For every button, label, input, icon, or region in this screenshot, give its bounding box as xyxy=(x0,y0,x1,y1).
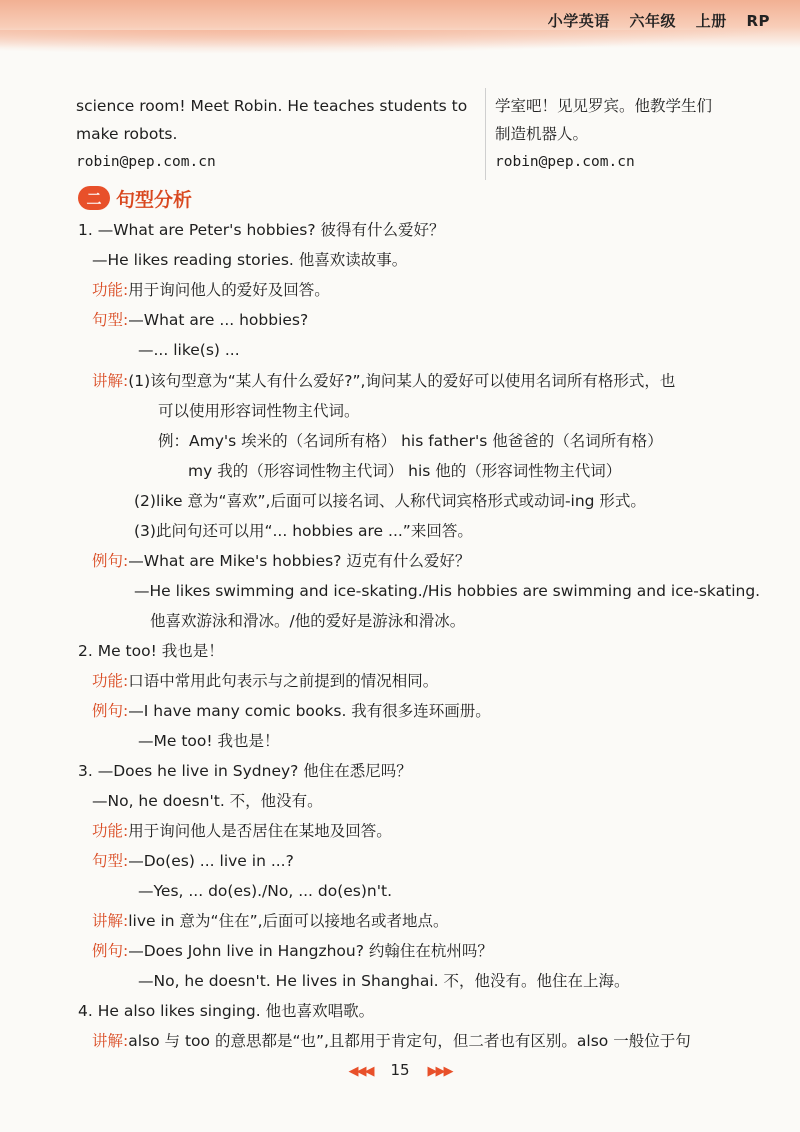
label-function: 功能 xyxy=(92,281,124,299)
header-edition: RP xyxy=(746,12,770,30)
s1-example-list-2: my 我的（形容词性物主代词） his 他的（形容词性物主代词） xyxy=(188,462,622,480)
label-pattern: 句型 xyxy=(92,852,124,870)
column-divider xyxy=(485,88,486,180)
label-colon: : xyxy=(123,372,129,390)
s2-title: 2. Me too! 我也是！ xyxy=(78,642,224,660)
label-colon: : xyxy=(123,912,129,930)
s1-explain-1b: 可以使用形容词性物主代词。 xyxy=(158,402,360,420)
s1-example-row xyxy=(92,550,470,572)
s4-title: 4. He also likes singing. 他也喜欢唱歌。 xyxy=(78,1002,375,1020)
s3-example-row xyxy=(92,940,493,962)
label-function: 功能 xyxy=(92,822,124,840)
label-colon: : xyxy=(123,1032,129,1050)
label-function: 功能 xyxy=(92,672,124,690)
next-arrows-icon: ▶▶▶ xyxy=(427,1064,452,1079)
s1-pattern-1: —What are ... hobbies? xyxy=(128,311,309,329)
top-cn-email: robin@pep.com.cn xyxy=(495,154,635,170)
s3-pattern-1: —Do(es) ... live in ...? xyxy=(128,852,294,870)
label-colon: : xyxy=(123,942,129,960)
section-heading xyxy=(78,184,192,212)
s1-explain-row xyxy=(92,370,675,392)
s1-explain-1a: (1)该句型意为“某人有什么爱好?”,询问某人的爱好可以使用名词所有格形式，也 xyxy=(128,372,676,390)
label-colon: : xyxy=(123,552,129,570)
section-number-badge: 二 xyxy=(78,186,110,210)
s2-example-a: —Me too! 我也是！ xyxy=(138,732,280,750)
s2-example-q: —I have many comic books. 我有很多连环画册。 xyxy=(128,702,491,720)
prev-arrows-icon: ◀◀◀ xyxy=(348,1064,373,1079)
label-colon: : xyxy=(123,281,129,299)
header-band-wave xyxy=(0,30,800,54)
s1-explain-2: (2)like 意为“喜欢”,后面可以接名词、人称代词宾格形式或动词-ing 形式。 xyxy=(134,492,646,510)
header-volume: 上册 xyxy=(695,12,727,30)
label-example: 例句 xyxy=(92,942,124,960)
label-colon: : xyxy=(123,311,129,329)
top-en-line-2: make robots. xyxy=(76,125,178,143)
label-colon: : xyxy=(123,822,129,840)
header-subject: 小学英语 xyxy=(547,12,610,30)
page-header xyxy=(534,10,770,31)
top-english-column xyxy=(76,92,476,176)
s1-function: 用于询问他人的爱好及回答。 xyxy=(128,281,330,299)
label-example: 例句 xyxy=(92,702,124,720)
s3-explain-row xyxy=(92,910,449,932)
s3-example-q: —Does John live in Hangzhou? 约翰住在杭州吗？ xyxy=(128,942,493,960)
label-colon: : xyxy=(123,672,129,690)
label-explain: 讲解 xyxy=(92,1032,124,1050)
s4-explain: also 与 too 的意思都是“也”,且都用于肯定句，但二者也有区别。also 一般位于句 xyxy=(128,1032,691,1050)
s1-example-q: —What are Mike's hobbies? 迈克有什么爱好？ xyxy=(128,552,471,570)
s2-function-row xyxy=(92,670,438,692)
label-explain: 讲解 xyxy=(92,372,124,390)
top-en-line-1: science room! Meet Robin. He teaches students to xyxy=(76,97,468,115)
s4-explain-row xyxy=(92,1030,691,1052)
s1-function-row xyxy=(92,279,330,301)
page-footer xyxy=(0,1061,800,1079)
s3-pattern-2: —Yes, ... do(es)./No, ... do(es)n't. xyxy=(138,882,393,900)
page-number: 15 xyxy=(390,1061,410,1079)
label-colon: : xyxy=(123,852,129,870)
s3-function-row xyxy=(92,820,392,842)
s3-function: 用于询问他人是否居住在某地及回答。 xyxy=(128,822,392,840)
s3-question: 3. —Does he live in Sydney? 他住在悉尼吗？ xyxy=(78,762,412,780)
s1-example-a-cn: 他喜欢游泳和滑冰。/他的爱好是游泳和滑冰。 xyxy=(150,612,466,630)
s1-explain-3: (3)此问句还可以用“... hobbies are ...”来回答。 xyxy=(134,522,473,540)
top-cn-line-2: 制造机器人。 xyxy=(495,125,589,143)
section-title: 句型分析 xyxy=(116,188,193,211)
top-chinese-column xyxy=(495,92,765,176)
label-pattern: 句型 xyxy=(92,311,124,329)
s1-pattern-row xyxy=(92,309,308,331)
label-example: 例句 xyxy=(92,552,124,570)
s1-example-list-1: 例：Amy's 埃米的（名词所有格） his father's 他爸爸的（名词所有格） xyxy=(158,432,663,450)
header-grade: 六年级 xyxy=(629,12,676,30)
s2-function: 口语中常用此句表示与之前提到的情况相同。 xyxy=(128,672,439,690)
s1-example-a: —He likes swimming and ice-skating./His hobbies are swimming and ice-skating. xyxy=(134,582,761,600)
s3-pattern-row xyxy=(92,850,294,872)
s3-example-a: —No, he doesn't. He lives in Shanghai. 不，他没有。他住在上海。 xyxy=(138,972,630,990)
s1-question: 1. —What are Peter's hobbies? 彼得有什么爱好？ xyxy=(78,221,445,239)
s1-answer: —He likes reading stories. 他喜欢读故事。 xyxy=(92,251,408,269)
label-colon: : xyxy=(123,702,129,720)
s1-pattern-2: —... like(s) ... xyxy=(138,341,240,359)
s2-example-row xyxy=(92,700,491,722)
top-cn-line-1: 学室吧！见见罗宾。他教学生们 xyxy=(495,97,713,115)
top-en-email: robin@pep.com.cn xyxy=(76,154,216,170)
s3-explain: live in 意为“住在”,后面可以接地名或者地点。 xyxy=(128,912,449,930)
s3-answer: —No, he doesn't. 不，他没有。 xyxy=(92,792,323,810)
label-explain: 讲解 xyxy=(92,912,124,930)
